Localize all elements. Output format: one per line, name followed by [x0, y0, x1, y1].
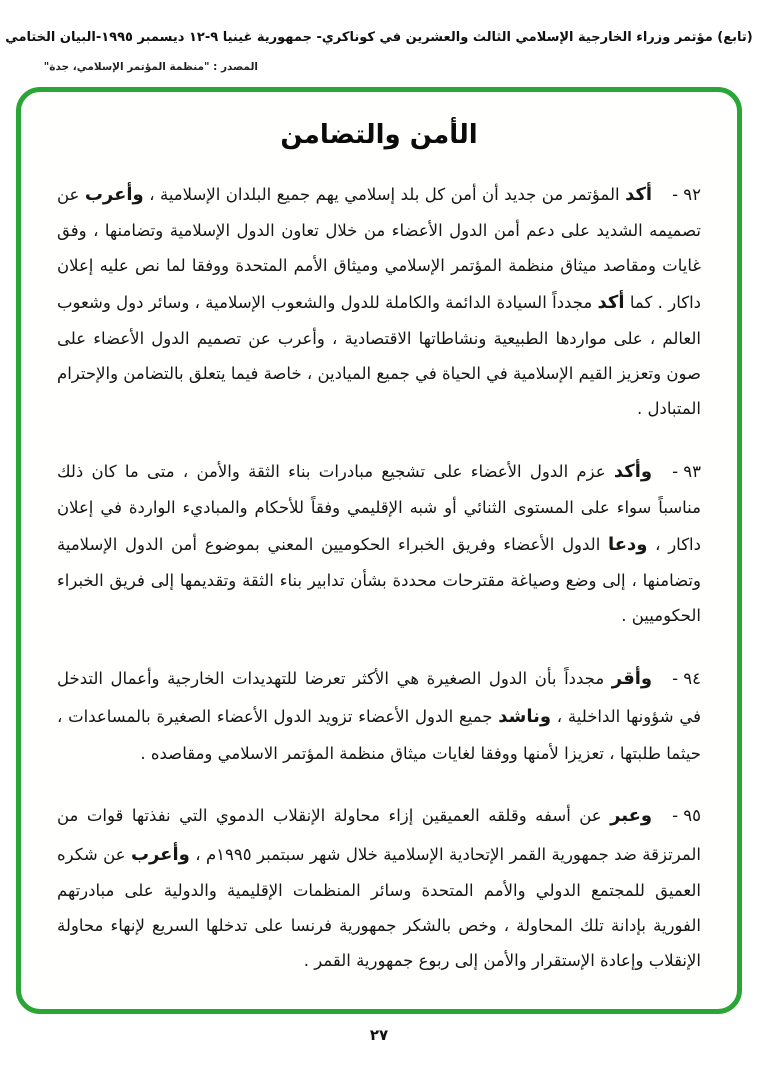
paragraph-lead-word: وأقر	[611, 668, 653, 690]
paragraph-number: ٩٣ -	[672, 462, 701, 482]
paragraph-lead-word: وأعرب	[130, 843, 190, 865]
document-header: (تابع) مؤتمر وزراء الخارجية الإسلامي الثالث والعشرين في كوناكري- جمهورية غينيا ٩-١٢ ديسمبر ١٩٩٥-البيان الختامي	[5, 30, 753, 45]
paragraph-text: عن تصميمه الشديد على دعم أمن الدول الأعضاء من خلال تعاون الدول الإسلامية وتضامنها ، وفق غايات ومقاصد ميثاق منظمة المؤتمر الإسلامي وميثاق الأمم المتحدة ووفقا لما نص عليه إعلان داكار . كما	[57, 185, 702, 313]
paragraph-number: ٩٤ -	[672, 669, 701, 689]
paragraph-lead-word: وأكد	[613, 461, 653, 483]
paragraph-lead-word: وعبر	[610, 805, 653, 827]
paragraph	[57, 797, 701, 978]
paragraph-lead-word: أكد	[597, 292, 625, 314]
paragraphs	[57, 176, 701, 979]
paragraph-number: ٩٥ -	[672, 806, 701, 826]
paragraph-text: عزم الدول الأعضاء على تشجيع مبادرات بناء الثقة والأمن ، متى ما كان ذلك مناسباً سواء على المستوى الثنائي أو شبه الإقليمي وفقاً للأحكام والمباديء الواردة في إعلان داكار ،	[57, 462, 701, 555]
paragraph-text: جميع الدول الأعضاء تزويد الدول الأعضاء الصغيرة بالمساعدات ، حيثما طلبتها ، تعزيزا لأمنها ووفقا لغايات ميثاق منظمة المؤتمر الاسلامي ومقاصده .	[57, 707, 701, 763]
paragraph	[57, 660, 701, 771]
paragraph-text: عن أسفه وقلقه العميقين إزاء محاولة الإنقلاب الدموي التي نفذتها قوات من المرتزقة ضد جمهورية القمر الإتحادية الإسلامية خلال شهر سبتمبر ١٩٩٥م ،	[57, 806, 701, 864]
section-title: الأمن والتضامن	[280, 120, 478, 150]
paragraph-text: الدول الأعضاء وفريق الخبراء الحكوميين المعني بموضوع أمن الدول الإسلامية وتضامنها ، إلى وضع وصياغة مقترحات محددة بشأن تدابير بناء الثقة وتقديمها إلى فريق الخبراء الحكوميين .	[57, 535, 701, 626]
paragraph	[57, 176, 701, 427]
paragraph-lead-word: أكد	[625, 184, 653, 205]
source-line: المصدر : "منظمة المؤتمر الإسلامي، جدة"	[43, 61, 258, 73]
paragraph	[57, 453, 701, 634]
page-number: ٢٧	[369, 1025, 389, 1044]
paragraph-lead-word: ودعا	[608, 534, 648, 556]
paragraph-text: عن شكره العميق للمجتمع الدولي والأمم المتحدة وسائر المنظمات الإقليمية والدولية على مبادرتهم الفورية بإدانة تلك المحاولة ، وخص بالشكر جمهورية فرنسا على تدخلها السريع لإنهاء محاولة الإنقلاب وإعادة الإستقرار والأمن إلى ربوع جمهورية القمر .	[57, 844, 701, 970]
paragraph-number: ٩٢ -	[672, 185, 701, 204]
green-border-frame	[16, 87, 742, 1014]
paragraph-text: مجدداً بأن الدول الصغيرة هي الأكثر تعرضا للتهديدات الخارجية وأعمال التدخل في شؤونها الداخلية ،	[57, 669, 702, 727]
paragraph-lead-word: وناشد	[498, 706, 552, 728]
paragraph-text: المؤتمر من جديد أن أمن كل بلد إسلامي يهم جميع البلدان الإسلامية ،	[143, 185, 626, 204]
paragraph-text: مجدداً السيادة الدائمة والكاملة للدول والشعوب الإسلامية ، وسائر دول وشعوب العالم ، على مواردها الطبيعية ونشاطاتها الاقتصادية ، وأعرب عن تصميم الدول الأعضاء على صون وتعزيز القيم الإسلامية في الحياة في جميع الميادين ، خاصة فيما يتعلق بالتضامن والإحترام المتبادل .	[57, 293, 701, 419]
paragraph-lead-word: وأعرب	[84, 184, 144, 205]
